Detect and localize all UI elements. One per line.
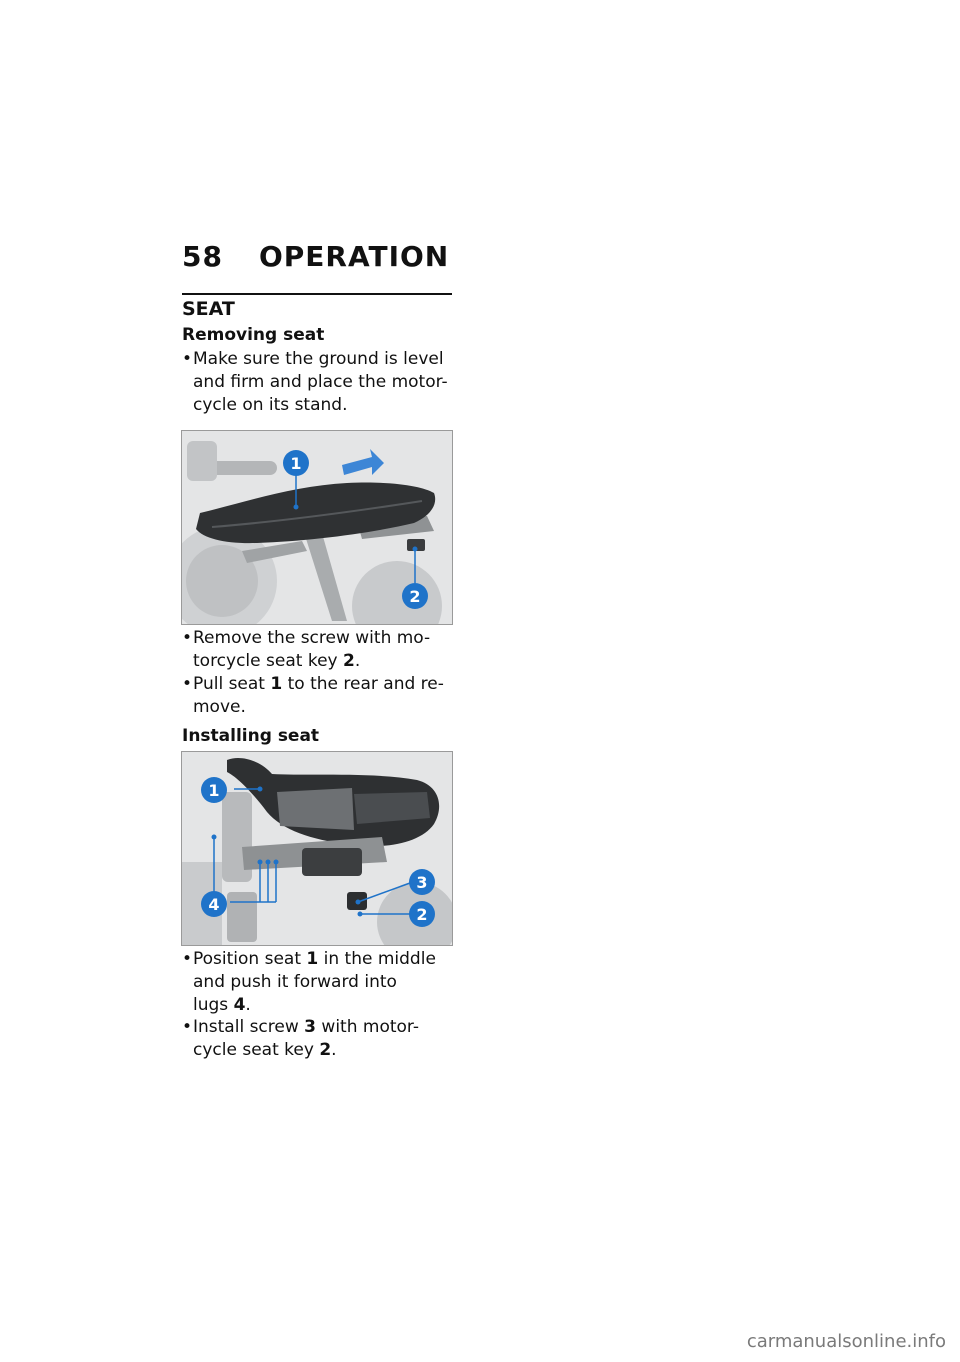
installing-step-2: • Install screw 3 with motor- cycle seat key 2. bbox=[182, 1017, 419, 1060]
removing-step-3: • Pull seat 1 to the rear and re- move. bbox=[182, 674, 444, 717]
bullet-icon: • bbox=[182, 349, 193, 369]
section-title: SEAT bbox=[182, 298, 235, 320]
watermark: carmanualsonline.info bbox=[746, 1331, 946, 1352]
callout-1: 1 bbox=[290, 454, 302, 473]
callout-4: 4 bbox=[208, 895, 220, 914]
page-header bbox=[182, 240, 452, 273]
header-rule bbox=[182, 293, 452, 295]
figure-removing-seat bbox=[181, 430, 453, 625]
callout-1: 1 bbox=[208, 781, 220, 800]
callout-3: 3 bbox=[416, 873, 428, 892]
installing-seat-heading: Installing seat bbox=[182, 726, 320, 746]
removing-step-2: • Remove the screw with mo- torcycle seat key 2. bbox=[182, 628, 431, 671]
bullet-icon: • bbox=[182, 628, 193, 648]
figure-installing-seat bbox=[181, 751, 453, 946]
bullet-icon: • bbox=[182, 674, 193, 694]
chapter-title: OPERATION bbox=[258, 240, 450, 273]
bullet-icon: • bbox=[182, 949, 193, 969]
callout-2: 2 bbox=[409, 587, 421, 606]
installing-step-1: • Position seat 1 in the middle and push it forward into lugs 4. bbox=[182, 949, 436, 1015]
removing-seat-heading: Removing seat bbox=[182, 325, 325, 345]
callout-2: 2 bbox=[416, 905, 428, 924]
page-number: 58 bbox=[182, 240, 223, 273]
bullet-icon: • bbox=[182, 1017, 193, 1037]
removing-step-1: • Make sure the ground is level and firm and place the motor- cycle on its stand. bbox=[182, 349, 448, 415]
